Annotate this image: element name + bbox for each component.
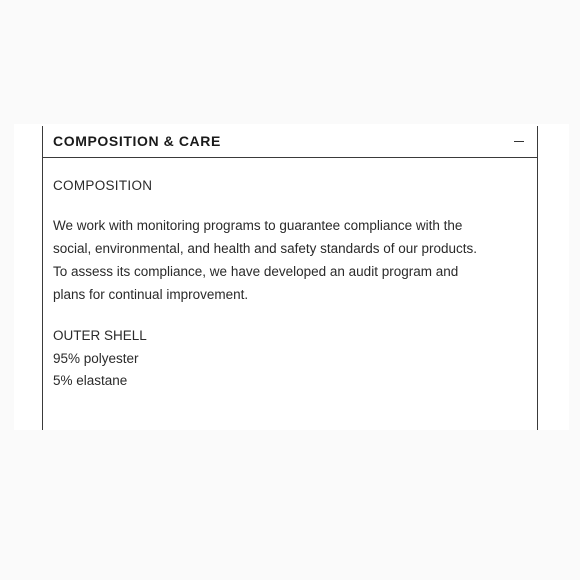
paragraph-line: social, environmental, and health and safety standards of our products. [53, 241, 478, 256]
paragraph-line: We work with monitoring programs to guarantee compliance with the [53, 218, 463, 233]
material-part-label: OUTER SHELL [53, 328, 147, 343]
composition-care-panel [42, 126, 538, 430]
compliance-paragraph [53, 214, 529, 306]
accordion-header[interactable] [43, 126, 537, 158]
collapse-button[interactable] [511, 131, 527, 151]
accordion-title: COMPOSITION & CARE [53, 133, 221, 149]
material-item: 95% polyester [53, 350, 139, 366]
paragraph-line: plans for continual improvement. [53, 287, 249, 302]
material-list [53, 325, 529, 393]
minus-icon[interactable] [514, 141, 524, 142]
section-heading: COMPOSITION [53, 178, 153, 193]
product-details-screenshot [14, 124, 569, 430]
accordion-content [53, 178, 529, 393]
paragraph-line: To assess its compliance, we have developed an audit program and [53, 264, 459, 279]
material-item: 5% elastane [53, 373, 128, 388]
